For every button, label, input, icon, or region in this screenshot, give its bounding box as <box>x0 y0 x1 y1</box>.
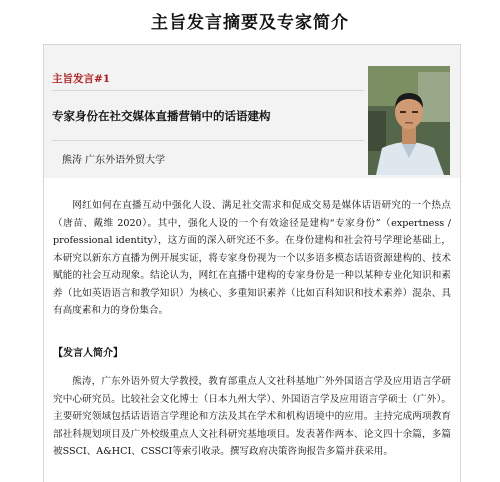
page-title: 主旨发言摘要及专家简介 <box>151 13 349 33</box>
talk-title: 专家身份在社交媒体直播营销中的话语建构 <box>52 109 271 123</box>
speaker-affiliation: 熊涛 广东外语外贸大学 <box>62 155 166 166</box>
divider <box>52 140 364 141</box>
bio-paragraph: 熊涛，广东外语外贸大学教授，教育部重点人文社科基地广外外国语言学及应用语言学研究中心研究员。比较社会文化博士（日本九州大学）、外国语言学及应用语言学硕士（广外）。主要研究领域包括话语语言学理论和方法及其在学术和机构语境中的应用。主持完成两项教育部社科规划项目及广外校级重点人文社科研究基地项目。发表著作两本、论文四十余篇，多篇被SSCI、A&HCI、CSSCI等索引收录。撰写政府决策咨询报告多篇并获采用。 <box>53 376 451 457</box>
bio-header: 【发言人简介】 <box>53 348 123 359</box>
abstract-paragraph: 网红如何在直播互动中强化人设、满足社交需求和促成交易是媒体话语研究的一个热点（唐苗、戴维 2020）。其中，强化人设的一个有效途径是建构“专家身份”（expertness / professional identity），这方面的深入研究还不多。在身份建构和社会符号学理论基础上，本研究以新东方直播为例开展实证，将专家身份视为一个以多语多模态话语资源建构的、技术赋能的社会互动现象。结论认为，网红在直播中建构的专家身份是一种以某种专业化知识和素养（比如英语语言和教学知识）为核心、多重知识素养（比如百科知识和技术素养）混杂、具有高度素和力的身份集合。 <box>53 200 451 316</box>
divider <box>52 90 364 91</box>
speaker-portrait-icon <box>368 66 450 175</box>
talk-label: 主旨发言#1 <box>52 73 111 85</box>
